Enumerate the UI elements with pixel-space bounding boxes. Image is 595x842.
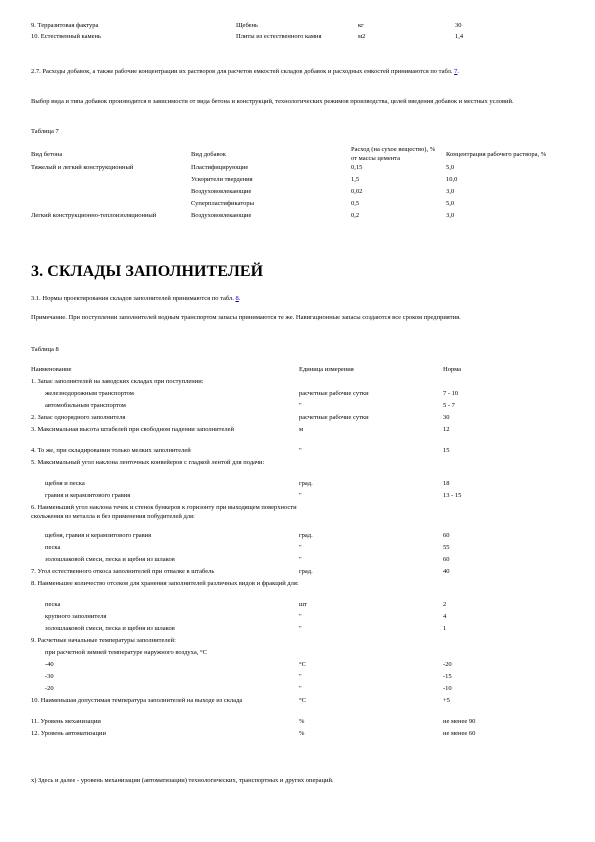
table-7-header-row — [31, 145, 551, 163]
table-row — [31, 636, 551, 648]
table-cell: °С — [299, 697, 306, 704]
table-8-caption: Таблица 8 — [31, 346, 59, 353]
table-7-header: Концентрация рабочего раствора, % — [446, 150, 547, 158]
table-cell: Тяжелый и легкий конструкционный — [31, 164, 134, 172]
paragraph-additive-choice: Выбор вида и типа добавок производится в зависимости от вида бетона и конструкций, технологических режимов производства, целей введения добавок и местных условий. — [31, 98, 514, 105]
table-cell — [31, 175, 191, 187]
table-8-header: Наименование — [31, 366, 72, 373]
table-cell: шт — [299, 601, 307, 608]
table-cell: -30 — [45, 673, 54, 680]
table-cell: 8. Наименьшее количество отсеков для хранения заполнителей различных видов и фракций для: — [31, 580, 299, 587]
table-cell: -20 — [45, 685, 54, 692]
table-cell: 15 — [443, 447, 450, 454]
table-cell: кг — [358, 22, 364, 29]
table-cell: 5. Максимальный угол наклона ленточных конвейеров с гладкой лентой для подачи: — [31, 459, 265, 466]
table-cell: железнодорожным транспортом — [45, 390, 134, 397]
table-cell: Воздухововлекающие — [191, 212, 252, 220]
table-cell — [299, 503, 443, 531]
table-7 — [31, 145, 551, 223]
table-cell: 1. Запас заполнителей на заводских складах при поступлении: — [31, 378, 204, 385]
table-8-link[interactable]: 8 — [235, 295, 239, 302]
table-row — [31, 163, 551, 175]
table-row — [31, 555, 551, 567]
table-cell: " — [299, 402, 302, 409]
table-row — [31, 672, 551, 684]
table-cell: -40 — [45, 661, 54, 668]
table-cell: 1,5 — [351, 176, 360, 184]
table-cell: 3. Максимальная высота штабелей при свободном падении заполнителей — [31, 426, 234, 433]
table-row — [31, 612, 551, 624]
table-8-header: Норма — [443, 366, 462, 373]
table-cell: при расчетной зимней температуре наружного воздуха, °С — [45, 649, 207, 656]
table-cell: не менее 60 — [443, 730, 476, 737]
table-cell: 18 — [443, 480, 450, 487]
table-cell: 5,0 — [446, 200, 455, 208]
table-row — [31, 624, 551, 636]
table-cell: 40 — [443, 568, 450, 575]
table-cell: 9. Расчетные начальные температуры заполнителей: — [31, 637, 176, 644]
table-cell — [443, 648, 551, 660]
table-cell: +5 — [443, 697, 450, 704]
table-row — [31, 531, 551, 543]
table-cell: " — [299, 613, 302, 620]
table-cell: не менее 90 — [443, 718, 476, 725]
paragraph-2-7: 2.7. Расходы добавок, а также рабочие концентрации их растворов для расчетов емкостей складов добавок и расходных емкостей принимаются по табл. 7. — [31, 68, 459, 75]
table-cell: % — [299, 718, 305, 725]
table-cell — [299, 579, 443, 600]
table-cell: % — [299, 730, 305, 737]
table-row — [31, 377, 551, 389]
table-cell: °С — [299, 661, 306, 668]
table-cell: золошлаковой смеси, песка и щебня из шлаков — [45, 556, 175, 563]
table-cell: 3,0 — [446, 212, 455, 220]
footnote: x) Здесь и далее - уровень механизации (автоматизации) технологических, транспортных и других операций. — [31, 777, 334, 784]
table-cell: песка — [45, 601, 61, 608]
table-row — [31, 479, 551, 491]
table-cell: Пластифицирующие — [191, 164, 249, 172]
table-cell: гравия и керамзитового гравия — [45, 492, 131, 499]
table-cell: 4 — [443, 613, 447, 620]
table-row — [31, 491, 551, 503]
table-row — [31, 458, 551, 479]
table-cell: Легкий конструкционно-теплоизоляционный — [31, 212, 157, 220]
table-cell — [31, 187, 191, 199]
table-cell: 2. Запас однорядного заполнителя — [31, 414, 126, 421]
table-row — [31, 389, 551, 401]
table-8-header: Единица измерения — [299, 366, 354, 373]
table-row — [31, 503, 551, 531]
table-cell: м2 — [358, 33, 366, 40]
table-cell: Воздухововлекающие — [191, 188, 252, 196]
table-cell: " — [299, 625, 302, 632]
table-cell: 30 — [443, 414, 450, 421]
table-cell: 12 — [443, 426, 450, 433]
table-8-header-row — [31, 365, 551, 377]
table-cell: 5,0 — [446, 164, 455, 172]
table-cell: 5 - 7 — [443, 402, 455, 409]
table-row — [31, 211, 551, 223]
paragraph-text: 2.7. Расходы добавок, а также рабочие концентрации их растворов для расчетов емкостей складов добавок и расходных емкостей принимаются по табл. — [31, 68, 455, 75]
table-cell: 0,15 — [351, 164, 363, 172]
table-cell — [443, 458, 551, 479]
table-cell: град. — [299, 480, 313, 487]
table-cell: град. — [299, 532, 313, 539]
table-cell: 60 — [443, 556, 450, 563]
table-cell: автомобильным транспортом — [45, 402, 126, 409]
table-cell: " — [299, 544, 302, 551]
table-cell: м — [299, 426, 304, 433]
table-cell: " — [299, 492, 302, 499]
table-cell: расчетные рабочие сутки — [299, 414, 369, 421]
table-cell: 4. То же, при складировании только мелких заполнителей — [31, 447, 191, 454]
table-7-link[interactable]: 7 — [454, 68, 458, 75]
table-cell: щебня, гравия и керамзитового гравия — [45, 532, 152, 539]
paragraph-3-1: 3.1. Нормы проектирования складов заполнителей принимаются по табл. 8. — [31, 295, 241, 302]
table-row — [31, 684, 551, 696]
table-cell: -20 — [443, 661, 452, 668]
top-table — [31, 21, 551, 43]
table-cell: 60 — [443, 532, 450, 539]
table-cell — [299, 636, 443, 648]
table-cell — [299, 648, 443, 660]
table-row — [31, 401, 551, 413]
table-cell: 3,0 — [446, 188, 455, 196]
table-cell — [443, 579, 551, 600]
table-cell — [299, 458, 443, 479]
table-row — [31, 32, 551, 43]
table-cell: 10. Естественный камень — [31, 33, 101, 40]
table-cell: 0,5 — [351, 200, 360, 208]
table-cell: -15 — [443, 673, 452, 680]
table-cell: Суперпластификаторы — [191, 200, 254, 208]
table-cell — [443, 377, 551, 389]
table-cell: 55 — [443, 544, 450, 551]
table-cell: 30 — [455, 22, 462, 29]
table-cell: Щебень — [236, 22, 258, 29]
table-7-header: Вид добавок — [191, 150, 226, 158]
table-cell: " — [299, 447, 302, 454]
table-cell: 7. Угол естественного откоса заполнителей при отвалке в штабель — [31, 568, 215, 575]
table-cell: град. — [299, 568, 313, 575]
table-cell: 1,4 — [455, 33, 464, 40]
table-cell: 0,2 — [351, 212, 360, 220]
table-cell — [443, 636, 551, 648]
table-7-header: Расход (на сухое вещество), % от массы цемента — [351, 146, 436, 163]
table-cell: 9. Терразитовая фактура — [31, 22, 99, 29]
table-row — [31, 187, 551, 199]
table-row — [31, 543, 551, 555]
table-cell: Ускорители твердения — [191, 176, 253, 184]
table-cell: песка — [45, 544, 61, 551]
section-title: 3. СКЛАДЫ ЗАПОЛНИТЕЛЕЙ — [31, 263, 264, 280]
table-row — [31, 413, 551, 425]
table-cell: крупного заполнителя — [45, 613, 107, 620]
table-row — [31, 579, 551, 600]
table-cell: 13 - 15 — [443, 492, 462, 499]
table-7-header: Вид бетона — [31, 150, 63, 158]
table-cell: 0,02 — [351, 188, 363, 196]
table-cell: Плиты из естественного камня — [236, 33, 322, 40]
table-cell: щебня и песка — [45, 480, 85, 487]
table-row — [31, 21, 551, 32]
table-cell: 10,0 — [446, 176, 458, 184]
table-cell: расчетные рабочие сутки — [299, 390, 369, 397]
table-row — [31, 567, 551, 579]
table-cell: " — [299, 556, 302, 563]
table-row — [31, 446, 551, 458]
table-cell: 7 - 10 — [443, 390, 459, 397]
table-cell — [443, 503, 551, 531]
table-cell: 1 — [443, 625, 447, 632]
table-row — [31, 175, 551, 187]
table-cell — [31, 199, 191, 211]
table-row — [31, 729, 551, 741]
table-7-caption: Таблица 7 — [31, 128, 59, 135]
table-row — [31, 717, 551, 729]
table-cell: 10. Наименьшая допустимая температура заполнителей на выходе из склада — [31, 697, 243, 704]
table-cell: 6. Наименьший угол наклона течек и стенок бункеров к горизонту при выходящем поверхности скольжения из металла и без применения побудителей для: — [31, 504, 297, 521]
table-cell: " — [299, 673, 302, 680]
table-row — [31, 600, 551, 612]
paragraph-note: Примечание. При поступлении заполнителей водным транспортом запасы принимаются те же. Навигационные запасы создаются все сроком предприятия. — [31, 314, 461, 321]
table-cell — [299, 377, 443, 389]
table-row — [31, 660, 551, 672]
table-row — [31, 648, 551, 660]
table-row — [31, 199, 551, 211]
table-8 — [31, 365, 551, 741]
table-cell: золошлаковой смеси, песка и щебня из шлаков — [45, 625, 175, 632]
table-row — [31, 696, 551, 717]
table-cell: 12. Уровень автоматизации — [31, 730, 106, 737]
table-cell: -10 — [443, 685, 452, 692]
table-row — [31, 425, 551, 446]
table-cell: 11. Уровень механизации — [31, 718, 101, 725]
table-cell: " — [299, 685, 302, 692]
table-cell: 2 — [443, 601, 447, 608]
